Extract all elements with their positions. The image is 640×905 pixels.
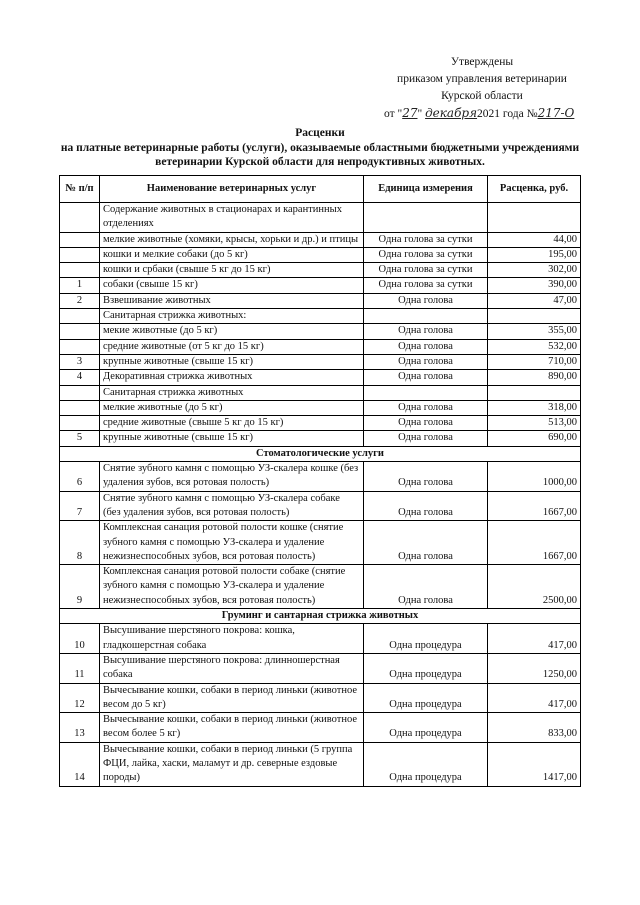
service-name: Декоративная стрижка животных xyxy=(100,370,364,385)
service-unit: Одна голова xyxy=(364,293,488,308)
service-unit: Одна голова xyxy=(364,370,488,385)
service-name: Санитарная стрижка животных: xyxy=(100,309,364,324)
order-number: 217-О xyxy=(537,106,575,120)
service-name: Санитарная стрижка животных xyxy=(100,385,364,400)
table-row xyxy=(60,247,581,262)
table-row xyxy=(60,713,581,743)
service-unit: Одна голова xyxy=(364,462,488,492)
service-price: 1667,00 xyxy=(488,521,581,565)
service-number: 9 xyxy=(60,565,100,609)
service-unit: Одна процедура xyxy=(364,683,488,713)
service-unit: Одна процедура xyxy=(364,624,488,654)
service-number xyxy=(60,232,100,247)
service-number xyxy=(60,324,100,339)
service-unit: Одна голова xyxy=(364,324,488,339)
service-price: 1417,00 xyxy=(488,742,581,786)
service-price: 47,00 xyxy=(488,293,581,308)
service-price: 1250,00 xyxy=(488,653,581,683)
service-number xyxy=(60,400,100,415)
service-name: крупные животные (свыше 15 кг) xyxy=(100,431,364,446)
service-unit: Одна голова xyxy=(364,565,488,609)
service-number: 11 xyxy=(60,653,100,683)
service-unit: Одна голова за сутки xyxy=(364,232,488,247)
service-number: 6 xyxy=(60,462,100,492)
service-unit: Одна голова за сутки xyxy=(364,278,488,293)
table-row xyxy=(60,278,581,293)
service-name: собаки (свыше 15 кг) xyxy=(100,278,364,293)
service-number xyxy=(60,263,100,278)
table-row xyxy=(60,232,581,247)
service-price: 1667,00 xyxy=(488,491,581,521)
table-body xyxy=(60,203,581,787)
table-row xyxy=(60,624,581,654)
table-row xyxy=(60,742,581,786)
service-number xyxy=(60,416,100,431)
service-price: 833,00 xyxy=(488,713,581,743)
section-title: Стоматологические услуги xyxy=(60,446,581,461)
service-unit: Одна голова xyxy=(364,354,488,369)
service-price: 1000,00 xyxy=(488,462,581,492)
service-name: кошки и србаки (свыше 5 кг до 15 кг) xyxy=(100,263,364,278)
service-price: 302,00 xyxy=(488,263,581,278)
service-name: мекие животные (до 5 кг) xyxy=(100,324,364,339)
service-price xyxy=(488,385,581,400)
service-unit: Одна голова за сутки xyxy=(364,247,488,262)
service-number xyxy=(60,339,100,354)
section-title: Груминг и сантарная стрижка животных xyxy=(60,609,581,624)
service-unit: Одна голова xyxy=(364,521,488,565)
service-number: 8 xyxy=(60,521,100,565)
table-row xyxy=(60,263,581,278)
table-row xyxy=(60,339,581,354)
service-unit: Одна голова xyxy=(364,339,488,354)
table-row xyxy=(60,521,581,565)
service-unit xyxy=(364,385,488,400)
service-name: Снятие зубного камня с помощью УЗ-скалера кошке (без удаления зубов, вся ротовая полость) xyxy=(100,462,364,492)
section-row xyxy=(60,446,581,461)
service-number xyxy=(60,203,100,233)
service-unit: Одна голова за сутки xyxy=(364,263,488,278)
service-unit: Одна голова xyxy=(364,491,488,521)
service-name: Снятие зубного камня с помощью УЗ-скалера собаке (без удаления зубов, вся ротовая полость) xyxy=(100,491,364,521)
title-line-2: на платные ветеринарные работы (услуги), оказываемые областными бюджетными учреждениями xyxy=(60,141,580,154)
service-number: 5 xyxy=(60,431,100,446)
service-price: 390,00 xyxy=(488,278,581,293)
service-number: 1 xyxy=(60,278,100,293)
service-unit: Одна процедура xyxy=(364,713,488,743)
document-title xyxy=(60,126,580,170)
service-name: мелкие животные (до 5 кг) xyxy=(100,400,364,415)
table-row xyxy=(60,309,581,324)
service-number: 3 xyxy=(60,354,100,369)
date-month: декабря xyxy=(425,106,478,120)
section-row xyxy=(60,609,581,624)
header-unit: Единица измерения xyxy=(364,176,488,203)
table-row xyxy=(60,370,581,385)
service-name: Вычесывание кошки, собаки в период линьки (животное весом до 5 кг) xyxy=(100,683,364,713)
table-row xyxy=(60,653,581,683)
service-name: средние животные (от 5 кг до 15 кг) xyxy=(100,339,364,354)
service-unit xyxy=(364,309,488,324)
table-row xyxy=(60,431,581,446)
service-name: Вычесывание кошки, собаки в период линьки (5 группа ФЦИ, лайка, хаски, маламут и др. северные ездовые породы) xyxy=(100,742,364,786)
date-suffix: года № xyxy=(500,108,538,120)
approval-line-3: Курской области xyxy=(441,90,523,102)
table-row xyxy=(60,491,581,521)
header-number: № п/п xyxy=(60,176,100,203)
service-price: 355,00 xyxy=(488,324,581,339)
table-header-row xyxy=(60,176,581,203)
table-row xyxy=(60,324,581,339)
service-price: 2500,00 xyxy=(488,565,581,609)
service-price xyxy=(488,309,581,324)
date-mid: " xyxy=(417,108,426,120)
service-price: 417,00 xyxy=(488,683,581,713)
service-name: Высушивание шерстяного покрова: длинношерстная собака xyxy=(100,653,364,683)
table-row xyxy=(60,354,581,369)
service-number xyxy=(60,309,100,324)
service-price: 690,00 xyxy=(488,431,581,446)
service-unit xyxy=(364,203,488,233)
service-number: 7 xyxy=(60,491,100,521)
service-name: Вычесывание кошки, собаки в период линьки (животное весом более 5 кг) xyxy=(100,713,364,743)
service-name: средние животные (свыше 5 кг до 15 кг) xyxy=(100,416,364,431)
service-unit: Одна голова xyxy=(364,400,488,415)
approval-line-1: Утверждены xyxy=(450,56,514,68)
service-name: Комплексная санация ротовой полости кошке (снятие зубного камня с помощью УЗ-скалера и удаление нежизнеспособных зубов, вся ротовая полость) xyxy=(100,521,364,565)
service-unit: Одна процедура xyxy=(364,653,488,683)
approval-block xyxy=(382,54,582,123)
service-number: 12 xyxy=(60,683,100,713)
service-number: 13 xyxy=(60,713,100,743)
service-name: Высушивание шерстяного покрова: кошка, гладкошерстная собака xyxy=(100,624,364,654)
service-price: 890,00 xyxy=(488,370,581,385)
service-number: 4 xyxy=(60,370,100,385)
table-row xyxy=(60,400,581,415)
service-number: 14 xyxy=(60,742,100,786)
service-name: Комплексная санация ротовой полости собаке (снятие зубного камня с помощью УЗ-скалера и удаление нежизнеспособных зубов, вся ротовая полость) xyxy=(100,565,364,609)
service-price: 710,00 xyxy=(488,354,581,369)
service-price: 44,00 xyxy=(488,232,581,247)
service-price: 195,00 xyxy=(488,247,581,262)
approval-line-2: приказом управления ветеринарии xyxy=(397,73,567,85)
title-line-1: Расценки xyxy=(295,127,345,139)
table-row xyxy=(60,565,581,609)
service-name: Взвешивание животных xyxy=(100,293,364,308)
service-name: Содержание животных в стационарах и карантинных отделениях xyxy=(100,203,364,233)
table-row xyxy=(60,462,581,492)
approval-date-line xyxy=(382,105,582,123)
price-table xyxy=(59,175,581,787)
date-year: 2021 xyxy=(477,108,501,120)
service-unit: Одна голова xyxy=(364,431,488,446)
service-name: кошки и мелкие собаки (до 5 кг) xyxy=(100,247,364,262)
service-unit: Одна голова xyxy=(364,416,488,431)
service-price xyxy=(488,203,581,233)
service-number xyxy=(60,385,100,400)
table-row xyxy=(60,203,581,233)
table-row xyxy=(60,683,581,713)
title-line-3: ветеринарии Курской области для непродуктивных животных. xyxy=(155,156,485,168)
service-price: 513,00 xyxy=(488,416,581,431)
table-row xyxy=(60,385,581,400)
service-number: 2 xyxy=(60,293,100,308)
date-prefix: от " xyxy=(384,108,403,120)
service-name: мелкие животные (хомяки, крысы, хорьки и др.) и птицы xyxy=(100,232,364,247)
date-day: 27 xyxy=(402,106,418,120)
service-price: 417,00 xyxy=(488,624,581,654)
service-unit: Одна процедура xyxy=(364,742,488,786)
table-row xyxy=(60,293,581,308)
service-price: 318,00 xyxy=(488,400,581,415)
service-price: 532,00 xyxy=(488,339,581,354)
service-number: 10 xyxy=(60,624,100,654)
header-price: Расценка, руб. xyxy=(488,176,581,203)
header-service-name: Наименование ветеринарных услуг xyxy=(100,176,364,203)
table-row xyxy=(60,416,581,431)
service-number xyxy=(60,247,100,262)
service-name: крупные животные (свыше 15 кг) xyxy=(100,354,364,369)
